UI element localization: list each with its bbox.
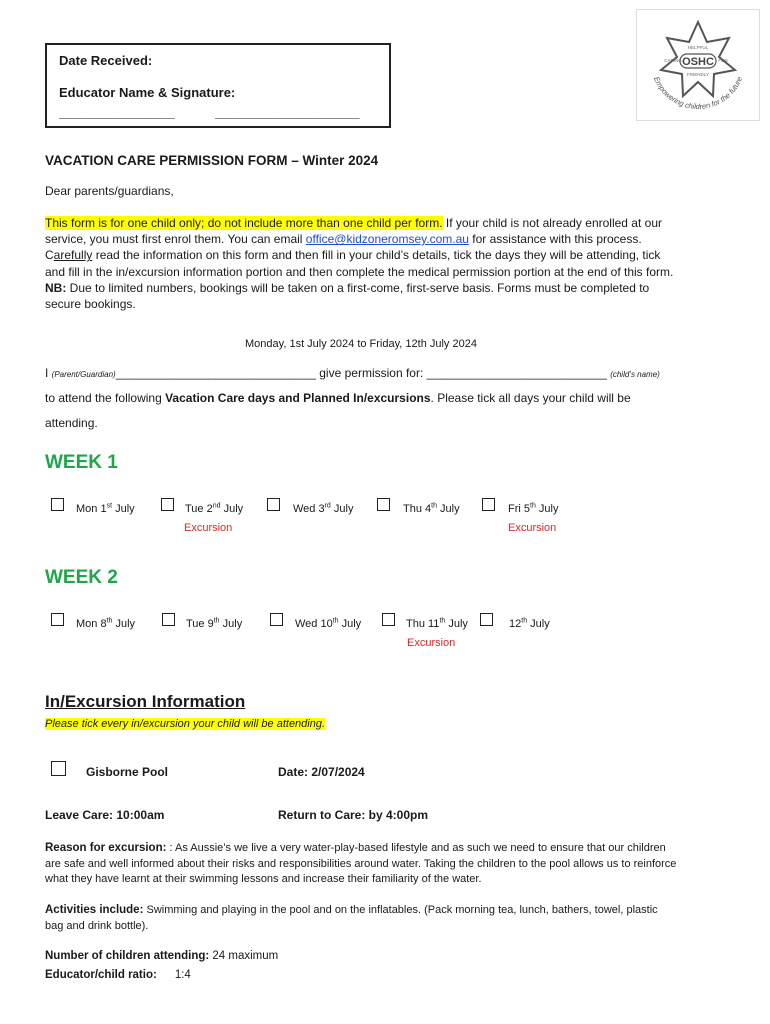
reason-paragraph: Reason for excursion: : As Aussie’s we live a very water-play-based lifestyle and as such we need to ensure that our children are safe and well informed about their risks and responsibilities around water. Taking the children to the pool allows us to reinforce what they have learnt at their swimming lessons and increase their familiarity of the water. (45, 842, 677, 885)
checkbox-mon-1[interactable] (51, 498, 64, 511)
week1-heading: WEEK 1 (45, 452, 118, 473)
day-label: Thu 4th July (403, 502, 460, 515)
guardian-name-field[interactable]: ______________________________ (115, 366, 316, 380)
excursion-info-heading: In/Excursion Information (45, 692, 246, 711)
ratio: Educator/child ratio: 1:4 (45, 969, 191, 981)
number-attending: Number of children attending: 24 maximum (45, 950, 279, 962)
venue-name: Gisborne Pool (86, 765, 169, 779)
day-label: Fri 5th July (508, 502, 559, 515)
excursion-note: Excursion (508, 522, 557, 534)
activities-paragraph: Activities include: Swimming and playing in the pool and on the inflatables. (Pack morning tea, lunch, bathers, towel, plastic bag and drink bottle). (45, 904, 658, 932)
excursion-note: Excursion (184, 522, 233, 534)
one-child-notice: This form is for one child only; do not include more than one child per form. (45, 216, 443, 230)
day-label: Mon 8th July (76, 617, 136, 630)
permission-line: I (Parent/Guardian)______________________________ give permission for: ___________________________ (child’s name) (45, 366, 660, 380)
child-name-field[interactable]: ___________________________ (426, 366, 607, 380)
svg-text:CARING: CARING (664, 58, 682, 63)
logo-star-icon (637, 10, 759, 120)
svg-text:FUN: FUN (718, 58, 728, 63)
day-label: Wed 3rd July (293, 502, 354, 515)
day-label: Tue 9th July (186, 617, 243, 630)
checkbox-gisborne-pool[interactable] (51, 761, 66, 776)
educator-signature-label: Educator Name & Signature: (59, 85, 236, 100)
checkbox-wed-3[interactable] (267, 498, 280, 511)
checkbox-fri-12[interactable] (480, 613, 493, 626)
attend-instruction: to attend the following Vacation Care days and Planned In/excursions. Please tick all days your child will be attending. (45, 391, 631, 430)
day-label: Tue 2nd July (185, 502, 244, 515)
week2-heading: WEEK 2 (45, 567, 118, 588)
greeting: Dear parents/guardians, (45, 184, 174, 198)
form-title: VACATION CARE PERMISSION FORM – Winter 2024 (45, 153, 379, 168)
svg-text:FRIENDLY: FRIENDLY (687, 72, 709, 77)
day-label: 12th July (509, 617, 550, 630)
intro-paragraph: This form is for one child only; do not include more than one child per form. If your child is not already enrolled at our service, you must first enrol them. You can email office@kidzoneromsey.com.au for assistance with this process. Carefully read the information on this form and then fill in your child’s details, tick the days they will be attending, tick and fill in the in/excursion information portion and then complete the medical permission portion at the end of this form. NB: Due to limited numbers, bookings will be taken on a first-come, first-serve basis. Forms must be completed to secure bookings. (45, 216, 674, 312)
svg-text:HELPFUL: HELPFUL (687, 45, 709, 50)
excursion-note: Excursion (407, 637, 456, 649)
educator-signature-line: ____________________ (215, 105, 360, 120)
educator-name-line: ________________ (59, 105, 175, 120)
checkbox-mon-8[interactable] (51, 613, 64, 626)
office-use-box (45, 43, 391, 128)
checkbox-fri-5[interactable] (482, 498, 495, 511)
svg-text:OSHC: OSHC (682, 56, 714, 68)
email-link[interactable]: office@kidzoneromsey.com.au (305, 232, 469, 247)
day-label: Wed 10th July (295, 617, 362, 630)
day-label: Mon 1st July (76, 502, 135, 515)
date-received-label: Date Received: (59, 53, 153, 68)
oshc-logo (636, 9, 760, 121)
return-time: Return to Care: by 4:00pm (278, 808, 429, 822)
leave-time: Leave Care: 10:00am (45, 808, 165, 822)
svg-text:Empowering children for the fu: Empowering children for the future (651, 75, 745, 112)
checkbox-thu-4[interactable] (377, 498, 390, 511)
excursion-instruction: Please tick every in/excursion your child will be attending. (45, 718, 326, 730)
checkbox-tue-2[interactable] (161, 498, 174, 511)
date-range: Monday, 1st July 2024 to Friday, 12th July 2024 (245, 338, 477, 350)
checkbox-wed-10[interactable] (270, 613, 283, 626)
excursion-date: Date: 2/07/2024 (278, 765, 365, 779)
checkbox-thu-11[interactable] (382, 613, 395, 626)
day-label: Thu 11th July (406, 617, 468, 630)
checkbox-tue-9[interactable] (162, 613, 175, 626)
